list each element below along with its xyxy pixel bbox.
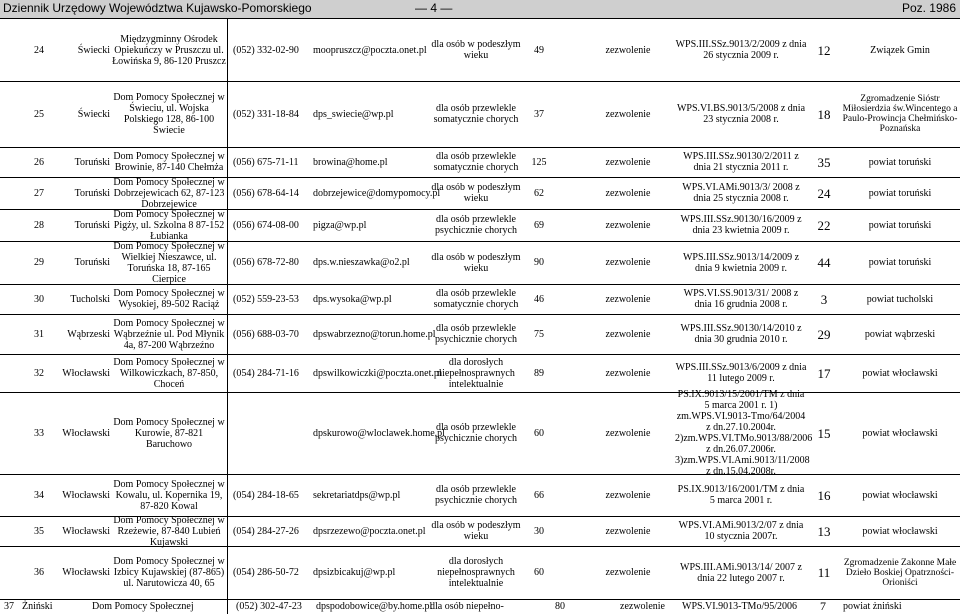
county: Toruński [74, 257, 110, 268]
row-number: 31 [34, 328, 44, 340]
profile: dla osób w podeszłym wieku [431, 182, 521, 204]
row-number: 30 [34, 293, 44, 305]
phone: (052) 332-02-90 [233, 44, 299, 56]
profile: dla osób niepełno- [430, 600, 504, 612]
places-count: 3 [820, 291, 828, 307]
capacity: 46 [534, 293, 544, 305]
county: Włocławski [62, 427, 110, 439]
email: dpsizbicakuj@wp.pl [313, 567, 396, 578]
journal-title: Dziennik Urzędowy Województwa Kujawsko-Pomorskiego [3, 1, 312, 15]
email: dpswilkowiczki@poczta.onet.pl [313, 367, 442, 379]
operator: Zgromadzenie Zakonne Małe Dzieło Boskiej Opatrzności-Orioniści [843, 557, 957, 588]
capacity: 37 [534, 108, 544, 120]
profile: dla osób w podeszłym wieku [431, 520, 521, 542]
operator: Związek Gmin [870, 44, 930, 56]
status: zezwolenie [605, 328, 651, 340]
places-count: 13 [817, 523, 831, 539]
places-count: 16 [817, 487, 831, 503]
phone: (056) 678-64-14 [233, 187, 299, 199]
places-count: 29 [817, 326, 831, 342]
facility-name: Dom Pomocy Społecznej w Browinie, 87-140 Chełmża [113, 151, 225, 173]
phone: (054) 284-27-26 [233, 525, 299, 537]
facility-name: Dom Pomocy Społecznej w Dobrzejewicach 62, 87-123 Dobrzejewice [113, 176, 225, 210]
phone: (054) 284-71-16 [233, 367, 299, 379]
operator: powiat włocławski [862, 525, 938, 537]
profile: dla osób w podeszłym wieku [431, 251, 521, 274]
decision: WPS.VI.AMi.9013/2/07 z dnia 10 stycznia 2007r. [678, 520, 804, 542]
decision: WPS.III.AMi.9013/14/ 2007 z dnia 22 lutego 2007 r. [680, 561, 802, 584]
email: dps_swiecie@wp.pl [313, 108, 394, 120]
county: Włocławski [62, 567, 110, 578]
page-header [0, 0, 960, 19]
profile: dla osób przewlekle psychicznie chorych [435, 422, 517, 444]
facility-name: Dom Pomocy Społecznej w Świeciu, ul. Wojska Polskiego 128, 86-100 Świecie [113, 92, 225, 136]
row-number: 36 [34, 567, 44, 578]
status: zezwolenie [605, 567, 651, 578]
status: zezwolenie [605, 156, 651, 168]
capacity: 75 [534, 328, 544, 340]
table-row [0, 354, 960, 393]
status: zezwolenie [605, 525, 651, 537]
phone: (052) 302-47-23 [236, 600, 302, 612]
email: moopruszcz@poczta.onet.pl [313, 44, 427, 56]
places-count: 15 [817, 425, 831, 441]
table-row [0, 516, 960, 547]
email: pigza@wp.pl [313, 219, 367, 231]
row-number: 35 [34, 525, 44, 537]
row-number: 25 [34, 108, 44, 120]
capacity: 66 [534, 489, 544, 501]
email: dpspodobowice@by.home.pl [316, 600, 433, 612]
position-number: Poz. 1986 [901, 1, 956, 15]
county: Włocławski [62, 489, 110, 501]
status: zezwolenie [620, 600, 665, 612]
row-number: 24 [34, 44, 44, 56]
profile: dla dorosłych niepełnosprawnych intelektualnie [437, 356, 515, 390]
facility-name: Dom Pomocy Społecznej w Wielkiej Nieszawce, ul. Toruńska 18, 87-165 Cierpice [113, 240, 225, 285]
operator: powiat toruński [868, 156, 932, 168]
email: dps.wysoka@wp.pl [313, 293, 392, 305]
table-row [0, 241, 960, 285]
county: Żniński [22, 600, 53, 612]
table-row [0, 177, 960, 210]
status: zezwolenie [605, 187, 651, 199]
table-row [0, 81, 960, 148]
places-count: 11 [817, 565, 831, 580]
places-count: 12 [817, 42, 831, 58]
places-count: 18 [817, 106, 831, 122]
profile: dla dorosłych niepełnosprawnych intelektualnie [437, 556, 515, 589]
phone: (056) 688-03-70 [233, 328, 299, 340]
email: dpskurowo@wloclawek.home.pl [313, 427, 445, 439]
page-number: — 4 — [415, 1, 453, 15]
table-row [0, 284, 960, 315]
phone: (056) 674-08-00 [233, 219, 299, 231]
status: zezwolenie [605, 257, 651, 268]
operator: powiat żniński [843, 600, 902, 612]
decision: PS.IX.9013/16/2001/TM z dnia 5 marca 2001 r. [677, 484, 805, 506]
county: Włocławski [62, 367, 110, 379]
table-row [0, 474, 960, 517]
operator: powiat toruński [868, 219, 932, 231]
status: zezwolenie [605, 427, 651, 439]
decision: PS.IX.9013/15/2001/TM z dnia 5 marca 2001 r. 1) zm.WPS.VI.9013-Tmo/64/2004 z dn.27.10.2004r. 2)zm.WPS.VI.TMo.9013/88/2006 z dn.26.07.2006r. 3)zm.WPS.VI.Ami.9013/11/2008 z dn.15.04.2008r. [675, 389, 813, 477]
email: dpswabrzezno@torun.home.pl [313, 328, 436, 340]
status: zezwolenie [605, 44, 651, 56]
table-row [0, 147, 960, 178]
phone: (052) 559-23-53 [233, 293, 299, 305]
capacity: 89 [534, 367, 544, 379]
places-count: 44 [817, 255, 831, 270]
profile: dla osób przewlekle somatycznie chorych [433, 288, 519, 310]
places-count: 17 [817, 365, 831, 381]
operator: Zgromadzenie Sióstr Miłosierdzia św.Wincentego a Paulo-Prowincja Chełmińsko-Poznańska [842, 94, 958, 134]
facility-name: Dom Pomocy Społecznej w Kowalu, ul. Kopernika 19, 87-820 Kowal [113, 478, 225, 512]
decision: WPS.VI.SS.9013/31/ 2008 z dnia 16 grudnia 2008 r. [683, 288, 799, 310]
capacity: 125 [531, 156, 547, 168]
decision: WPS.III.SSz.90130/14/2010 z dnia 30 grudnia 2010 r. [680, 323, 802, 345]
decision: WPS.III.SSz.90130/2/2011 z dnia 21 stycznia 2011 r. [683, 151, 799, 173]
places-count: 35 [817, 154, 831, 170]
email: dpsrzezewo@poczta.onet.pl [313, 525, 426, 537]
facility-name: Dom Pomocy Społecznej w Wilkowiczkach, 87-850, Choceń [113, 356, 225, 390]
profile: dla osób przewlekle psychicznie chorych [435, 214, 517, 236]
email: dps.w.nieszawka@o2.pl [313, 257, 410, 268]
capacity: 62 [534, 187, 544, 199]
decision: WPS.VI.AMi.9013/3/ 2008 z dnia 25 stycznia 2008 r. [682, 182, 800, 204]
capacity: 60 [534, 567, 544, 578]
facility-name: Dom Pomocy Społecznej w Kurowie, 87-821 Baruchowo [113, 416, 225, 450]
row-number: 26 [34, 156, 44, 168]
facility-name: Dom Pomocy Społecznej w Wysokiej, 89-502 Raciąż [113, 288, 225, 310]
county: Tucholski [70, 293, 110, 305]
operator: powiat toruński [868, 257, 932, 268]
profile: dla osób przewlekle psychicznie chorych [435, 484, 517, 506]
status: zezwolenie [605, 108, 651, 120]
row-number: 32 [34, 367, 44, 379]
decision: WPS.III.SSz.90130/16/2009 z dnia 23 kwietnia 2009 r. [680, 214, 802, 236]
county: Wąbrzeski [67, 328, 110, 340]
phone: (056) 678-72-80 [233, 257, 299, 268]
capacity: 60 [534, 427, 544, 439]
operator: powiat włocławski [862, 489, 938, 501]
profile: dla osób przewlekle somatycznie chorych [433, 103, 519, 125]
county: Toruński [74, 156, 110, 168]
places-count: 22 [817, 217, 831, 233]
row-number: 28 [34, 219, 44, 231]
county: Toruński [74, 187, 110, 199]
decision: WPS.III.SSz.9013/6/2009 z dnia 11 lutego 2009 r. [675, 362, 807, 384]
county: Świecki [77, 108, 110, 120]
decision: WPS.VI.BS.9013/5/2008 z dnia 23 stycznia 2008 r. [676, 103, 806, 125]
places-count: 7 [820, 598, 826, 613]
status: zezwolenie [605, 219, 651, 231]
row-number: 34 [34, 489, 44, 501]
profile: dla osób w podeszłym wieku [431, 39, 521, 61]
operator: powiat włocławski [862, 427, 938, 439]
facility-name: Dom Pomocy Społecznej w Izbicy Kujawskiej (87-865) ul. Narutowicza 40, 65 [113, 556, 225, 589]
capacity: 30 [534, 525, 544, 537]
status: zezwolenie [605, 489, 651, 501]
phone: (056) 675-71-11 [233, 156, 299, 168]
operator: powiat włocławski [862, 367, 938, 379]
capacity: 69 [534, 219, 544, 231]
row-number: 29 [34, 257, 44, 268]
phone: (054) 286-50-72 [233, 567, 299, 578]
places-count: 24 [817, 185, 831, 201]
phone: (052) 331-18-84 [233, 108, 299, 120]
table-row [0, 314, 960, 355]
table-row [0, 599, 960, 613]
decision: WPS.III.SSz.9013/14/2009 z dnia 9 kwietnia 2009 r. [682, 251, 800, 274]
row-number: 27 [34, 187, 44, 199]
operator: powiat tucholski [866, 293, 934, 305]
county: Świecki [77, 44, 110, 56]
facility-name: Dom Pomocy Społecznej w Wąbrzeźnie ul. Pod Młynik 4a, 87-200 Wąbrzeźno [113, 317, 225, 351]
operator: powiat wąbrzeski [864, 328, 936, 340]
county: Włocławski [62, 525, 110, 537]
facility-name: Dom Pomocy Społecznej w Pigży, ul. Szkolna 8 87-152 Łubianka [113, 208, 225, 242]
row-number: 37 [4, 600, 14, 612]
county: Toruński [74, 219, 110, 231]
email: dobrzejewice@domypomocy.pl [313, 187, 441, 199]
status: zezwolenie [605, 367, 651, 379]
table-row [0, 546, 960, 600]
table-row [0, 19, 960, 82]
capacity: 49 [534, 44, 544, 56]
profile: dla osób przewlekle somatycznie chorych [433, 151, 519, 173]
status: zezwolenie [605, 293, 651, 305]
operator: powiat toruński [868, 187, 932, 199]
capacity: 80 [555, 600, 565, 612]
decision: WPS.VI.9013-TMo/95/2006 [682, 600, 797, 612]
decision: WPS.III.SSz.9013/2/2009 z dnia 26 stycznia 2009 r. [675, 39, 807, 61]
facility-name: Dom Pomocy Społecznej [92, 600, 194, 612]
row-number: 33 [34, 427, 44, 439]
table-row [0, 389, 960, 477]
facility-name: Dom Pomocy Społecznej w Rzeżewie, 87-840 Lubień Kujawski [113, 514, 225, 548]
phone: (054) 284-18-65 [233, 489, 299, 501]
capacity: 90 [534, 257, 544, 268]
email: sekretariatdps@wp.pl [313, 489, 401, 501]
facility-name: Międzygminny Ośrodek Opiekuńczy w Pruszczu ul. Łowińska 9, 86-120 Pruszcz [112, 33, 226, 67]
profile: dla osób przewlekle psychicznie chorych [435, 323, 517, 345]
email: browina@home.pl [313, 156, 388, 168]
table-row [0, 209, 960, 242]
